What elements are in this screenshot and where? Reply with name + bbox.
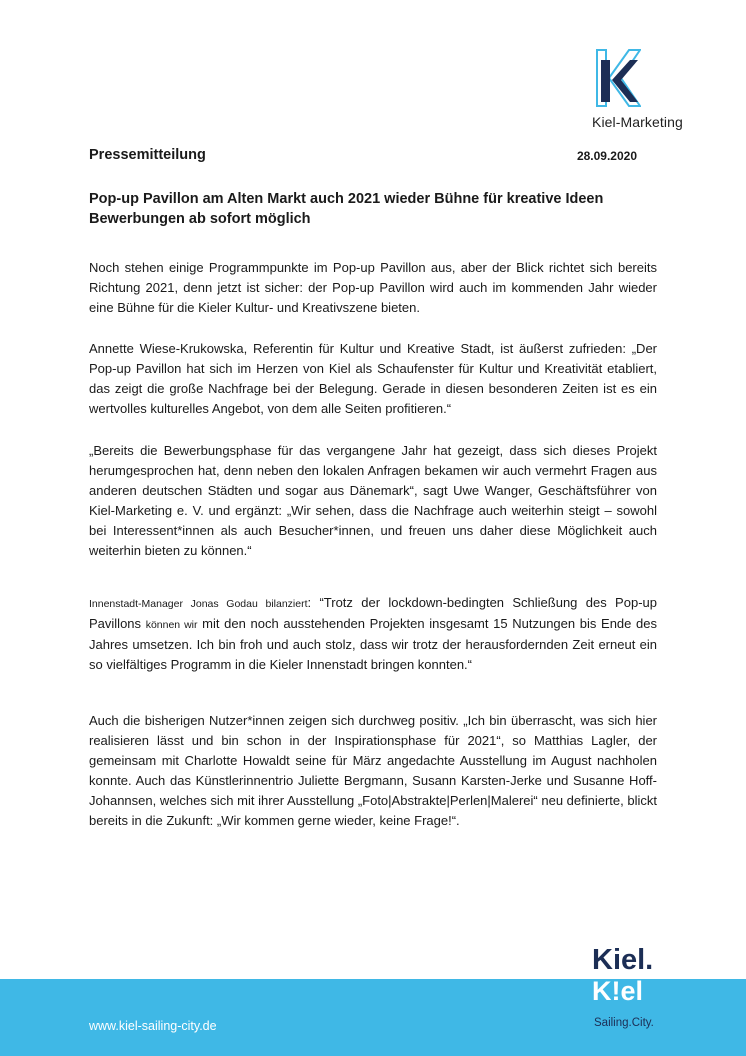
footer-website-link[interactable]: www.kiel-sailing-city.de	[89, 1019, 217, 1033]
kiel-claim: Sailing.City.	[594, 1017, 654, 1029]
kiel-marketing-logo	[592, 48, 683, 134]
quote-part-2: mit den noch ausstehenden Projekten insgesamt 15 Nutzungen bis Ende des Jahres umsetzen. Ich bin froh und auch stolz, dass wir trotz der herausfordernden Zeit erneut ein so vielfältiges Programm in die Kieler Innenstadt bringen konnten.“	[89, 616, 658, 672]
paragraph-intro: Noch stehen einige Programmpunkte im Pop-up Pavillon aus, aber der Blick richtet sich bereits Richtung 2021, denn jetzt ist sicher: der Pop-up Pavillon wird auch im kommenden Jahr wieder eine Bühne für die Kieler Kultur- und Kreativszene bieten.	[89, 260, 657, 315]
headline-line-2: Bewerbungen ab sofort möglich	[89, 211, 311, 227]
document-header	[89, 147, 637, 167]
kiel-wordmark: Kiel.	[592, 944, 654, 976]
headline	[89, 189, 669, 229]
kiel-sailing-mark: K!el	[592, 976, 644, 1006]
document-date: 28.09.2020	[576, 149, 637, 163]
quote-part-1: : “Trotz der lockdown-bedingten Schließung des Pop-up Pavillons	[89, 595, 657, 631]
kiel-marketing-k-icon	[595, 48, 641, 108]
speaker-verb: bilanziert	[257, 598, 308, 610]
document-type: Pressemitteilung	[89, 147, 206, 163]
quote-small-words: können wir	[145, 619, 198, 631]
paragraph-quote-wiese-krukowska: Annette Wiese-Krukowska, Referentin für Kultur und Kreative Stadt, ist äußerst zufrieden: „Der Pop-up Pavillon hat sich im Herzen von Kiel als Schaufenster für Kultur und Kreativität etabliert, das zeigt die große Nachfrage bei der Belegung. Gerade in diesen besonderen Zeiten ist es ein wertvolles kulturelles Angebot, von dem alle Seiten profitieren.“	[89, 341, 657, 416]
paragraph-users: Auch die bisherigen Nutzer*innen zeigen sich durchweg positiv. „Ich bin überrascht, was sich hier realisieren lässt und bin schon in der Inspirationsphase für 2021“, so Matthias Lagler, der gemeinsam mit Charlotte Howaldt seine für März angedachte Ausstellung im August nachholen konnte. Auch das Künstlerinnentrio Juliette Bergmann, Susann Karsten-Jerke und Susanne Hoff-Johannsen, welches sich mit ihrer Ausstellung „Foto|Abstrakte|Perlen|Malerei“ neu definierte, blickt bereits in die Zukunft: „Wir kommen gerne wieder, keine Frage!“.	[89, 713, 657, 828]
speaker-name: Innenstadt-Manager Jonas Godau	[89, 598, 258, 610]
headline-line-1: Pop-up Pavillon am Alten Markt auch 2021 wieder Bühne für kreative Ideen	[89, 191, 604, 207]
kiel-marketing-wordmark: Kiel-Marketing	[592, 114, 683, 130]
paragraph-quote-godau	[89, 593, 657, 675]
paragraph-quote-wanger: „Bereits die Bewerbungsphase für das vergangene Jahr hat gezeigt, dass sich dieses Projekt herumgesprochen hat, denn neben den lokalen Anfragen bekamen wir auch vermehrt Fragen aus anderen deutschen Städten und sogar aus Dänemark“, sagt Uwe Wanger, Geschäftsführer von Kiel-Marketing e. V. und ergänzt: „Wir sehen, dass die Nachfrage auch weiterhin steigt – sowohl bei Interessent*innen als auch Besucher*innen, und freuen uns daher diese Möglichkeit auch weiterhin bieten zu können.“	[89, 443, 657, 558]
